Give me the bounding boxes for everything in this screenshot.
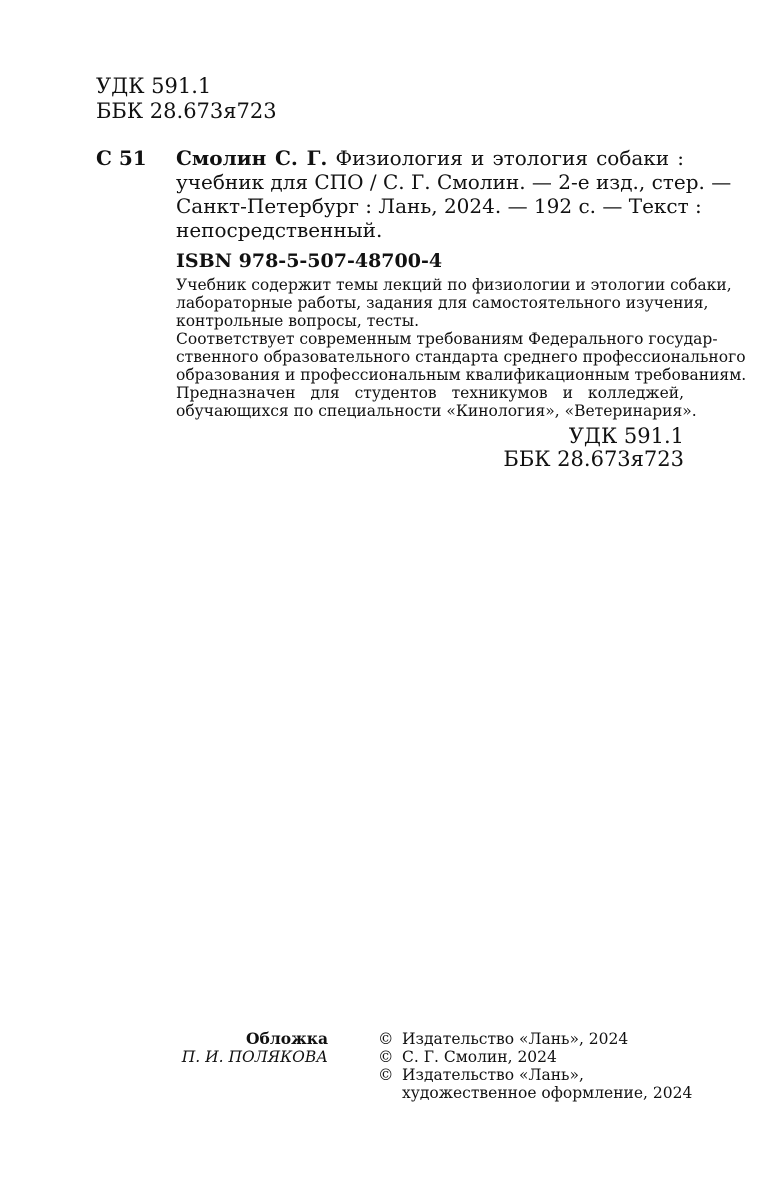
annotation-line: ственного образовательного стандарта среднего профессионального — [176, 348, 746, 366]
biblio-line-4: непосредственный. — [176, 218, 383, 242]
copyright-row — [378, 1030, 692, 1048]
copyright-text: Издательство «Лань», 2024 — [402, 1030, 629, 1048]
annotation-line: образования и профессиональным квалификационным требованиям. — [176, 366, 747, 384]
annotation — [176, 276, 747, 420]
author-name: Смолин С. Г. — [176, 146, 328, 170]
copyright-text: Издательство «Лань», — [402, 1066, 584, 1084]
biblio-line-2: учебник для СПО / С. Г. Смолин. — 2-е изд., стер. — — [176, 170, 732, 194]
annotation-line: Соответствует современным требованиям Федерального государ- — [176, 330, 718, 348]
copyright-list — [378, 1030, 692, 1102]
classification-bottom — [176, 425, 684, 471]
copyright-symbol: © — [378, 1066, 394, 1084]
annotation-line: контрольные вопросы, тесты. — [176, 312, 420, 330]
biblio-line-3: Санкт-Петербург : Лань, 2024. — 192 с. — Текст : — [176, 194, 702, 218]
annotation-line: Предназначен для студентов техникумов и колледжей, — [176, 384, 684, 402]
bbk-code-bottom: ББК 28.673я723 — [503, 447, 684, 471]
copyright-row — [378, 1048, 692, 1066]
copyright-row — [378, 1066, 692, 1084]
copyright-symbol: © — [378, 1030, 394, 1048]
cover-label: Обложка — [246, 1029, 328, 1048]
copyright-symbol: © — [378, 1048, 394, 1066]
udk-code-top: УДК 591.1 — [96, 74, 212, 98]
bbk-code-top: ББК 28.673я723 — [96, 99, 277, 123]
annotation-line: обучающихся по специальности «Кинология», «Ветеринария». — [176, 402, 697, 420]
udk-code-bottom: УДК 591.1 — [568, 424, 684, 448]
annotation-line: Учебник содержит темы лекций по физиологии и этологии собаки, — [176, 276, 732, 294]
copyright-continuation: художественное оформление, 2024 — [402, 1084, 693, 1102]
cover-artist: П. И. ПОЛЯКОВА — [181, 1048, 328, 1066]
author-mark: С 51 — [96, 146, 147, 170]
isbn: ISBN 978-5-507-48700-4 — [176, 250, 443, 272]
annotation-line: лабораторные работы, задания для самостоятельного изучения, — [176, 294, 709, 312]
cover-credit — [120, 1030, 328, 1066]
book-title: Физиология и этология собаки : — [327, 146, 684, 170]
copyright-text: С. Г. Смолин, 2024 — [402, 1048, 557, 1066]
bibliographic-record — [176, 146, 732, 242]
biblio-line-1 — [176, 146, 684, 170]
